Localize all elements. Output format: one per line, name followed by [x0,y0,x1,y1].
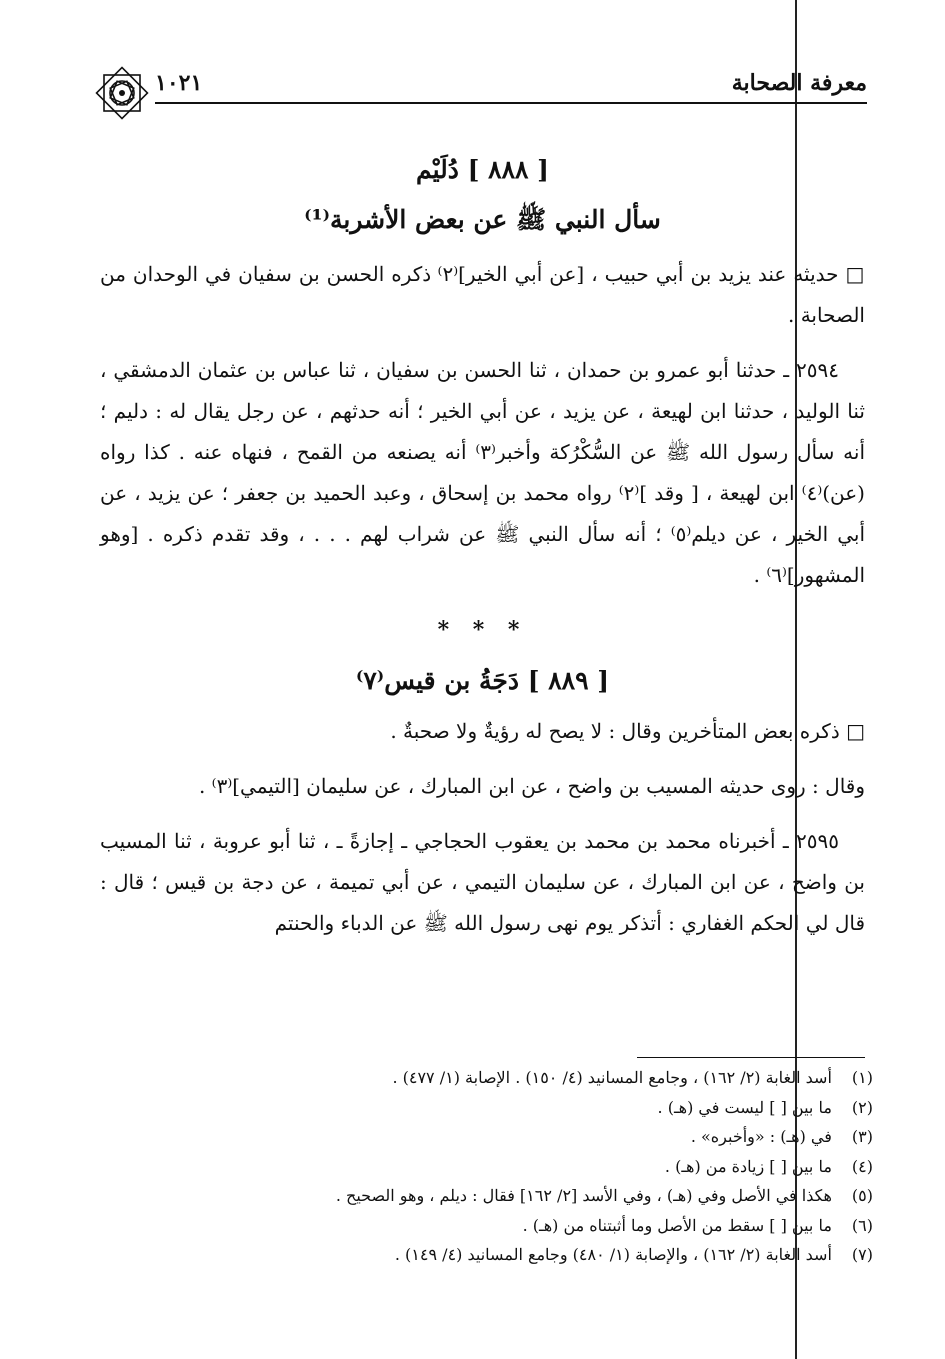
hadith-2594: ٢٥٩٤ ـ حدثنا أبو عمرو بن حمدان ، ثنا الحسن بن سفيان ، ثنا عباس بن عثمان الدمشقي ، ثنا الوليد ، حدثنا ابن لهيعة ، عن يزيد ، عن أبي الخير ؛ أنه حدثهم ، عن رجل يقال له : دليم ؛ أنه سأل رسول الله ﷺ عن السُّكْرُكة وأخبر⁽٣⁾ أنه يصنعه من القمح ، فنهاه عنه . كذا رواه (عن)⁽٤⁾ ابن لهيعة ، [ وقد ]⁽٢⁾ رواه محمد بن إسحاق ، وعبد الحميد بن جعفر ؛ عن يزيد ، عن أبي الخير ، عن ديلم⁽٥⁾ ؛ أنه سأل النبي ﷺ عن شراب لهم . . . ، وقد تقدم ذكره . [وهو المشهور]⁽٦⁾ . [100,358,866,587]
footnote-item [100,1093,873,1123]
footnote-text: أسد الغابة (٢/ ١٦٢) ، وجامع المسانيد (٤/ ١٥٠) . الإصابة (١/ ٤٧٧) . [392,1068,832,1087]
footnote-item [100,1211,873,1241]
entry-888-intro: □ حديثه عند يزيد بن أبي حبيب ، [عن أبي الخير]⁽٢⁾ ذكره الحسن بن سفيان في الوحدان من الصحابة . [100,262,865,327]
footnote-item [100,1152,873,1182]
footnote-text: ما بين [ ] زيادة من (هـ) . [664,1156,832,1176]
hadith-2595: ٢٥٩٥ ـ أخبرناه محمد بن محمد بن يعقوب الحجاجي ـ إجازةً ـ ، ثنا أبو عروبة ، ثنا المسيب بن واضح ، عن ابن المبارك ، عن سليمان التيمي ، عن أبي تميمة ، عن دجة بن قيس ؛ قال : قال لي الحكم الغفاري : أتذكر يوم نهى رسول الله ﷺ عن الدباء والحنتم [100,829,865,935]
footnote-item [100,1122,873,1152]
footnote-rule [637,1057,865,1058]
section-separator: * * * [437,617,528,643]
footnote-number: (٢) [851,1097,873,1117]
footnote-number: (٦) [851,1215,873,1235]
page-header [95,62,867,104]
entry-889-note: وقال : روى حديثه المسيب بن واضح ، عن ابن المبارك ، عن سليمان [التيمي]⁽٣⁾ . [198,774,865,798]
entry-889-title: [ ٨٨٩ ] دَجَةُ بن قيس⁽٧⁾ [355,666,610,695]
footnote-number: (٥) [851,1186,873,1205]
entry-888-title: [ ٨٨٨ ] دُلَيْم [415,155,549,184]
header-rule [155,102,867,104]
footnote-item [100,1063,873,1093]
page-number: ١٠٢١ [155,70,203,96]
running-title: معرفة الصحابة [731,70,867,96]
footnote-text: أسد الغابة (٢/ ١٦٢) ، والإصابة (١/ ٤٨٠) وجامع المسانيد (٤/ ١٤٩) . [394,1245,832,1264]
entry-888-subtitle: سأل النبي ﷺ عن بعض الأشربة⁽¹⁾ [304,205,661,234]
footnotes [100,1063,873,1270]
star-rosette-icon [94,65,150,121]
footnote-text: ما بين [ ] سقط من الأصل وما أثبتناه من (هـ) . [522,1215,832,1235]
footnote-number: (٧) [851,1245,873,1264]
entry-889-intro: □ ذكره بعض المتأخرين وقال : لا يصح له رؤيةٌ ولا صحبةٌ . [390,719,865,743]
footnote-item [100,1181,873,1211]
main-content [100,150,865,958]
footnote-number: (١) [851,1068,873,1087]
footnote-text: هكذا في الأصل وفي (هـ) ، وفي الأسد [٢/ ١٦٢] فقال : ديلم ، وهو الصحيح . [335,1186,832,1205]
footnote-text: في (هـ) : «وأخبره» . [690,1127,832,1146]
footnote-number: (٤) [851,1156,873,1176]
footnote-number: (٣) [851,1127,873,1146]
footnote-item [100,1240,873,1270]
footnote-text: ما بين [ ] ليست في (هـ) . [657,1097,832,1117]
